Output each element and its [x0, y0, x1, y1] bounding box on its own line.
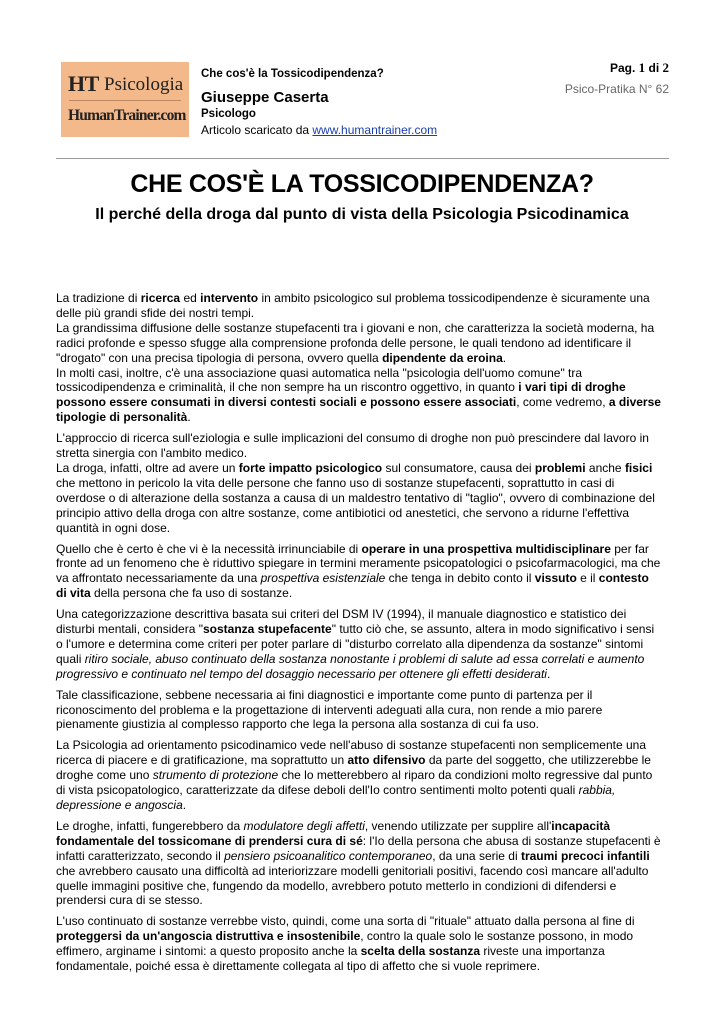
text-line	[56, 380, 670, 395]
header-author: Giuseppe Caserta	[201, 89, 329, 106]
text-line	[56, 652, 670, 667]
text-run: o l'umore e determina come criteri per poter parlare di "disturbo correlato alla dipendenza da sostanze" sintomi	[56, 636, 644, 651]
text-run: per far	[610, 541, 649, 556]
text-line	[56, 506, 670, 521]
italic-text: rabbia,	[578, 783, 616, 798]
paragraph	[56, 291, 670, 425]
paragraph	[56, 542, 670, 602]
text-line	[56, 306, 670, 321]
text-line	[56, 703, 670, 718]
bold-text: scelta della sostanza	[360, 944, 481, 959]
bold-text: possono essere consumati in diversi contesti sociali e possono essere associati	[56, 395, 517, 410]
download-link[interactable]: www.humantrainer.com	[312, 123, 438, 137]
text-run: , contro la quale solo le sostanze possono, in modo	[360, 929, 634, 944]
text-run: .	[502, 350, 507, 365]
bold-text: fisici	[624, 460, 653, 475]
text-line	[56, 521, 670, 536]
paragraph	[56, 688, 670, 733]
text-run: principio attivo della droga con altre sostanze, come antibiotici od anestetici, che servono a ridurne l'effettiva	[56, 505, 630, 520]
text-run: La droga, infatti, oltre ad avere un	[56, 460, 239, 475]
text-run: effimero, arginame i sintomi: a questo proposito anche la	[56, 944, 361, 959]
text-line	[56, 571, 670, 586]
text-line	[56, 864, 670, 879]
text-line	[56, 738, 670, 753]
text-run: della persona che fa uso di sostanze.	[90, 586, 293, 601]
text-run: La tradizione di	[56, 291, 141, 305]
text-line	[56, 410, 670, 425]
page-title: CHE COS'È LA TOSSICODIPENDENZA?	[130, 170, 594, 198]
text-line	[56, 491, 670, 506]
text-run: .	[187, 410, 191, 425]
logo-divider	[69, 100, 181, 101]
text-line	[56, 879, 670, 894]
page-number: 1	[638, 60, 646, 75]
bold-text: a diverse	[608, 395, 661, 410]
page-of: di	[648, 61, 660, 75]
page-label: Pag.	[609, 61, 636, 75]
text-run: da parte del soggetto, che utilizzerebbe le	[425, 753, 651, 768]
text-line	[56, 431, 670, 446]
text-run: ed	[180, 291, 201, 305]
bold-text: forte impatto psicologico	[238, 460, 383, 475]
page-subtitle: Il perché della droga dal punto di vista della Psicologia Psicodinamica	[95, 206, 629, 223]
bold-text: tipologie di personalità	[56, 410, 188, 425]
bold-text: traumi precoci infantili	[520, 848, 650, 863]
text-line	[56, 688, 670, 703]
bold-text: vissuto	[534, 571, 577, 586]
text-run: radici profonde e spesso sfugge alla comprensione profonda delle persone, le quali tendono ad identificare il	[56, 335, 632, 350]
text-line	[56, 607, 670, 622]
text-line	[56, 622, 670, 637]
text-run: riveste una importanza	[480, 944, 605, 959]
text-line	[56, 819, 670, 834]
text-run: sul consumatore, causa dei	[382, 460, 535, 475]
text-line	[56, 768, 670, 783]
bold-text: fondamentale del tossicomane di prendersi cura di sé	[56, 833, 363, 848]
text-line	[56, 395, 670, 410]
text-line	[56, 586, 670, 601]
text-run: che lo metterebbero al riparo da condizioni molto regressive dal punto	[278, 768, 653, 783]
text-run: quantità in ogni dose.	[56, 520, 171, 535]
text-run: fondamentale, poiché essa è direttamente collegata al tipo di affetto che si vuole reprimere.	[56, 959, 541, 974]
text-line	[56, 849, 670, 864]
text-run: , venendo utilizzate per supplire all'	[364, 818, 552, 833]
italic-text: progressivo e continuato nel tempo del dosaggio necessario per ottenere gli effetti desiderati	[56, 666, 547, 681]
italic-text: depressione e angoscia	[56, 798, 183, 812]
download-prefix: Articolo scaricato da	[201, 123, 313, 137]
bold-text: dipendente da eroina	[382, 350, 503, 365]
text-line	[56, 959, 670, 974]
text-line	[56, 834, 670, 849]
text-line	[56, 914, 670, 929]
page-counter	[610, 60, 669, 76]
text-run: Quello che è certo è che vi è la necessità irrinunciabile di	[56, 541, 362, 556]
text-run: di vista psicopatologico, caratterizzate da difese deboli dell'Io contro sentimenti molto potenti quali	[56, 783, 579, 798]
bold-text: incapacità	[551, 818, 610, 833]
text-run: pienamente giustizia al complesso rapporto che lega la persona alla sostanza di cui fa uso.	[56, 717, 539, 732]
bold-text: problemi	[534, 460, 586, 475]
italic-text: ritiro sociale, abuso continuato della sostanza nonostante i problemi di salute ad essa correlati e aumento	[84, 651, 645, 666]
bold-text: proteggersi da un'angoscia distruttiva e insostenibile	[56, 929, 361, 944]
logo-humantrainer: HumanTrainer.com	[68, 107, 186, 124]
italic-text: strumento di protezione	[152, 768, 279, 783]
italic-text: pensiero psicoanalitico contemporaneo	[224, 848, 433, 863]
text-run: quali	[56, 651, 85, 666]
series-number: Psico-Pratika N° 62	[564, 82, 669, 96]
text-run: La grandissima diffusione delle sostanze stupefacenti tra i giovani e non, che caratterizza la società moderna, ha	[56, 320, 655, 335]
header-download-line	[201, 123, 437, 137]
text-line	[56, 321, 670, 336]
text-run: "drogato" con una precisa tipologia di persona, ovvero quella	[56, 350, 383, 365]
text-run: .	[182, 798, 187, 812]
text-run: che avrebbero causato una difficoltà ad interiorizzare modelli genitoriali positivi, facendo così mancare all'adulto	[56, 863, 649, 878]
text-line	[56, 351, 670, 366]
paragraph	[56, 607, 670, 682]
bold-text: di vita	[56, 586, 91, 601]
bold-text: intervento	[200, 291, 259, 305]
paragraph	[56, 431, 670, 535]
text-run: L'uso continuato di sostanze verrebbe visto, quindi, come una sorta di "rituale" attuato dalla persona al fine di	[56, 914, 635, 929]
text-run: disturbi mentali, considera "	[56, 622, 203, 637]
text-line	[56, 667, 670, 682]
text-line	[56, 291, 670, 306]
text-run: L'approccio di ricerca sull'eziologia e sulle implicazioni del consumo di droghe non può prescindere dal lavoro in	[56, 431, 649, 446]
text-run: che tenga in debito conto il	[385, 571, 535, 586]
text-line	[56, 944, 670, 959]
text-run: , da una serie di	[432, 848, 521, 863]
header-role: Psicologo	[201, 108, 256, 120]
text-line	[56, 753, 670, 768]
text-run: Tale classificazione, sebbene necessaria ai fini diagnostici e importante come punto di partenza per il	[56, 687, 593, 702]
text-run: infatti caratterizzato, secondo il	[56, 848, 225, 863]
text-run: overdose o di alterazione della sostanza a causa di un maldestro tentativo di "taglio", ovvero di combinazione del	[56, 490, 655, 505]
page-total: 2	[662, 60, 669, 75]
text-run: stretta sinergia con l'ambito medico.	[56, 446, 248, 461]
paragraph	[56, 819, 670, 908]
text-run: In molti casi, inoltre, c'è una associazione quasi automatica nella "psicologia dell'uomo comune" tra	[56, 365, 583, 380]
text-run: fronte ad un fenomeno che è riduttivo spiegare in termini meramente psicopatologici o psicofarmacologici, ma che	[56, 556, 661, 571]
text-run: e il	[576, 571, 599, 586]
text-run: : l'Io della persona che abusa di sostanze stupefacenti è	[362, 833, 661, 848]
humantrainer-logo	[61, 62, 189, 137]
text-line	[56, 476, 670, 491]
bold-text: i vari tipi di droghe	[518, 380, 626, 395]
bold-text: ricerca	[140, 291, 181, 305]
text-line	[56, 893, 670, 908]
text-line	[56, 366, 670, 381]
header-divider	[56, 158, 669, 159]
text-run: tossicodipendenza e criminalità, il che non sempre ha un riscontro oggettivo, in quanto	[56, 380, 519, 395]
paragraph	[56, 914, 670, 974]
text-line	[56, 717, 670, 732]
italic-text: prospettiva esistenziale	[260, 571, 386, 586]
text-run: Le droghe, infatti, fungerebbero da	[56, 818, 244, 833]
bold-text: sostanza stupefacente	[203, 622, 332, 637]
text-run: ricerca di piacere e di gratificazione, ma soprattutto un	[56, 753, 348, 768]
text-line	[56, 542, 670, 557]
text-run: che mettono in pericolo la vita delle persone che fanno uso di sostanze stupefacenti, soprattutto in casi di	[56, 475, 615, 490]
text-run: " tutto ciò che, se assunto, altera in modo significativo i sensi	[331, 622, 655, 637]
italic-text: modulatore degli affetti	[243, 818, 365, 833]
text-line	[56, 783, 670, 798]
text-run: quelle immagini positive che, fungendo da modello, avrebbero potuto metterlo in condizioni di difendersi e	[56, 878, 617, 893]
text-run: riconoscimento del problema e la progettazione di interventi adeguati alla cura, non rende a mio parere	[56, 702, 603, 717]
text-run: droghe come uno	[56, 768, 153, 783]
text-run: Una categorizzazione descrittiva basata sui criteri del DSM IV (1994), il manuale diagnostico e statistico dei	[56, 607, 627, 622]
logo-ht: HT	[68, 71, 99, 96]
header-article-title: Che cos'è la Tossicodipendenza?	[201, 68, 384, 80]
text-line	[56, 556, 670, 571]
text-line	[56, 336, 670, 351]
text-run: .	[546, 666, 551, 681]
text-line	[56, 446, 670, 461]
text-line	[56, 929, 670, 944]
bold-text: atto difensivo	[347, 753, 426, 768]
text-run: delle più grandi sfide dei nostri tempi.	[56, 305, 255, 320]
text-run: va affrontato necessariamente da una	[56, 571, 261, 586]
text-run: La Psicologia ad orientamento psicodinamico vede nell'abuso di sostanze stupefacenti non semplicemente una	[56, 738, 646, 753]
logo-psicologia: Psicologia	[104, 74, 184, 95]
text-line	[56, 798, 670, 813]
article-body	[56, 291, 670, 980]
text-run: anche	[585, 460, 625, 475]
text-run: in ambito psicologico sul problema tossicodipendenze è sicuramente una	[258, 291, 650, 305]
bold-text: contesto	[598, 571, 649, 586]
text-run: , come vedremo,	[516, 395, 609, 410]
bold-text: operare in una prospettiva multidisciplinare	[361, 541, 611, 556]
text-line	[56, 461, 670, 476]
text-line	[56, 637, 670, 652]
text-run: prendersi cura di se stesso.	[56, 893, 203, 908]
paragraph	[56, 738, 670, 813]
